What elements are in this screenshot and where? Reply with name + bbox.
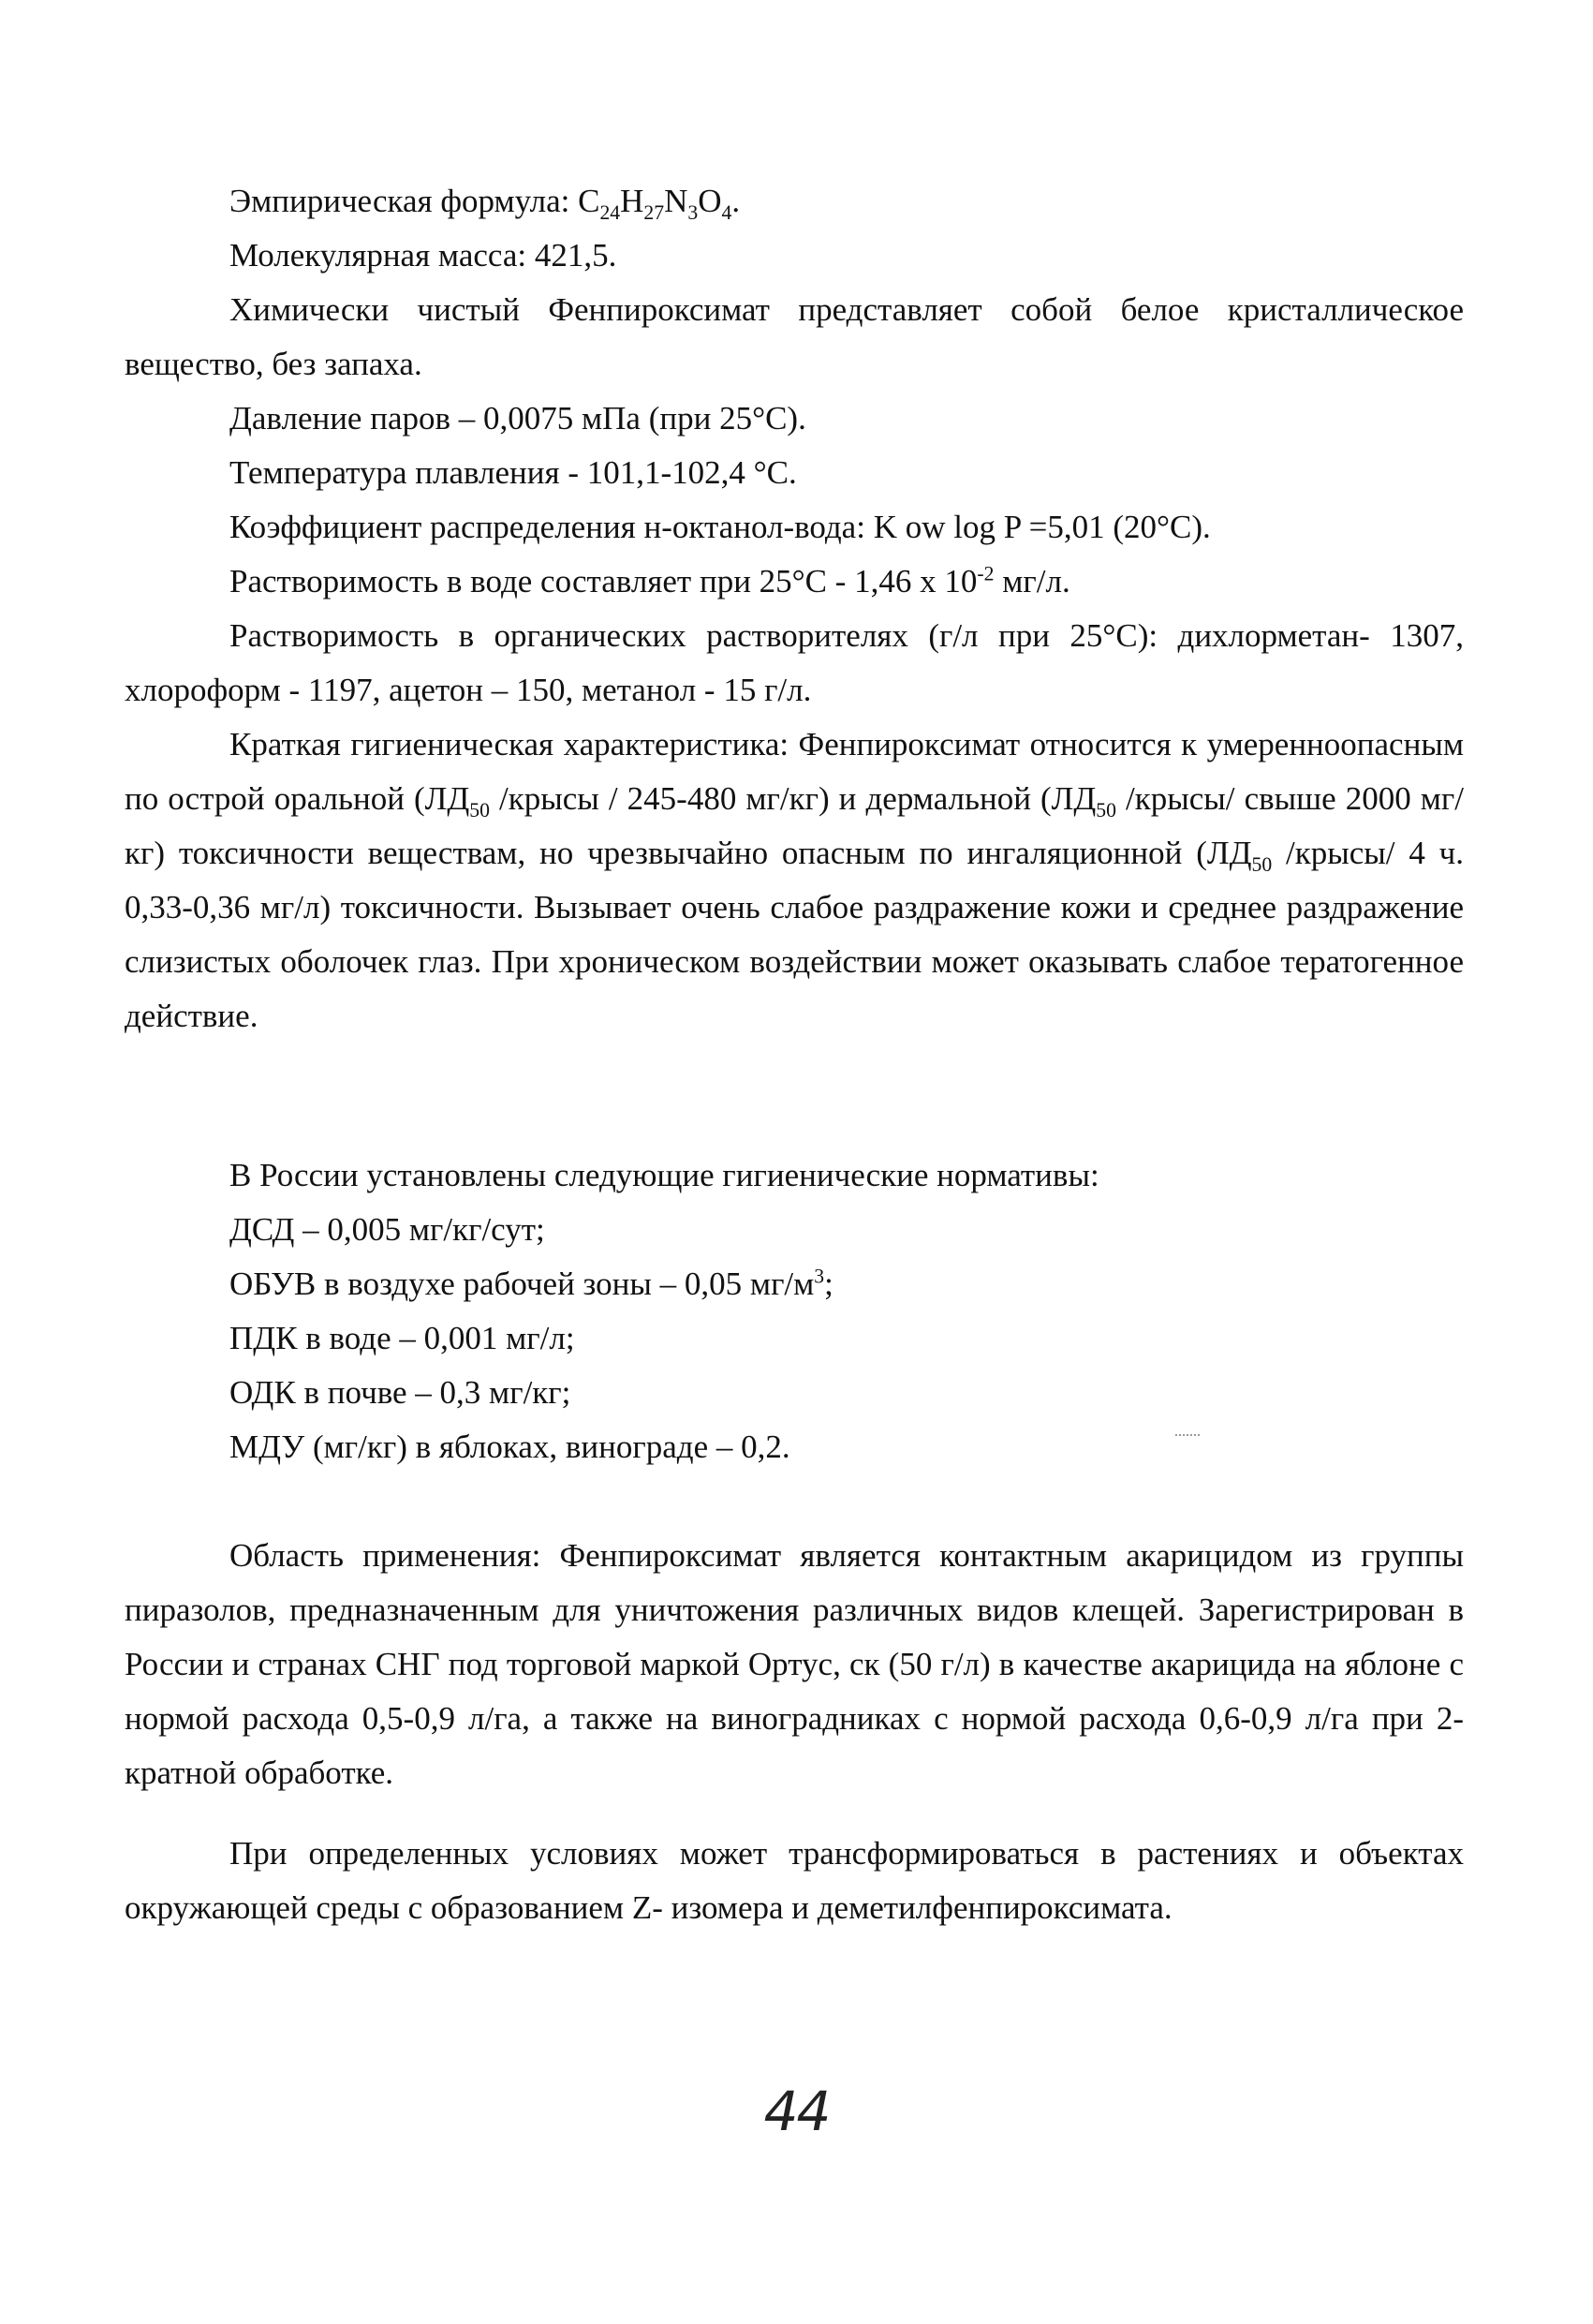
ld50-sub-2: 50: [1096, 799, 1116, 822]
formula-sub-o: 4: [721, 201, 732, 224]
transformation-paragraph: При определенных условиях может трансформироваться в растениях и объектах окружающей среды с образованием Z- изомера и деметилфенпироксимата.: [125, 1835, 1464, 1926]
norms-intro: В России установлены следующие гигиенические нормативы:: [229, 1157, 1099, 1193]
formula-prefix: Эмпирическая формула: C: [229, 183, 600, 219]
formula-h: H: [620, 183, 644, 219]
norm-pdk: ПДК в воде – 0,001 мг/л;: [229, 1320, 575, 1356]
application-paragraph: Область применения: Фенпироксимат является контактным акарицидом из группы пиразолов, предназначенным для уничтожения различных видов клещей. Зарегистрирован в России и странах СНГ под торговой маркой Ортус, ск (50 г/л) в качестве акарицида на яблоне с нормой расхода 0,5-0,9 л/га, а также на виноградниках с нормой расхода 0,6-0,9 л/га при 2- кратной обработке.: [125, 1537, 1464, 1791]
hygiene-text-1: Краткая гигиеническая характеристика: Фенпироксимат относится к умеренноопасным по острой оральной (ЛД: [125, 726, 1464, 817]
norm-odk: ОДК в почве – 0,3 мг/кг;: [229, 1374, 571, 1411]
ld50-sub-1: 50: [469, 799, 490, 822]
application-section: [125, 1529, 1464, 1800]
page-number: 44: [763, 2080, 830, 2143]
obuv-end: ;: [824, 1266, 833, 1302]
obuv-exponent: 3: [814, 1265, 825, 1288]
obuv-value: ОБУВ в воздухе рабочей зоны – 0,05 мг/м: [229, 1266, 815, 1302]
formula-sub-c: 24: [599, 201, 621, 224]
water-solubility-value: Растворимость в воде составляет при 25°С - 1,46 x 10: [229, 563, 978, 600]
norms-section: [125, 1148, 1464, 1474]
properties-section: [125, 174, 1464, 1044]
norm-obuv: [125, 1257, 1464, 1311]
substance-description: Химически чистый Фенпироксимат представляет собой белое кристаллическое вещество, без запаха.: [125, 291, 1464, 382]
transformation-section: [125, 1827, 1464, 1935]
hygiene-text-3: /крысы/ свыше 2000 мг/кг) токсичности веществам, но чрезвычайно опасным по ингаляционной (ЛД: [125, 780, 1465, 871]
hygiene-text-4: /крысы/ 4 ч. 0,33-0,36 мг/л) токсичности. Вызывает очень слабое раздражение кожи и среднее раздражение слизистых оболочек глаз. При хроническом воздействии может оказывать слабое тератогенное действие.: [125, 835, 1464, 1034]
formula-n: N: [664, 183, 688, 219]
organic-solubility: Растворимость в органических растворителях (г/л при 25°С): дихлорметан- 1307, хлороформ - 1197, ацетон – 150, метанол - 15 г/л.: [125, 617, 1464, 708]
formula-sub-h: 27: [643, 201, 665, 224]
hygiene-text-2: /крысы / 245-480 мг/кг) и дермальной (ЛД: [489, 780, 1097, 817]
norm-dsd: ДСД – 0,005 мг/кг/сут;: [229, 1211, 545, 1248]
water-solubility: [125, 555, 1464, 609]
partition-coefficient: Коэффициент распределения н-октанол-вода: K ow log P =5,01 (20°С).: [229, 509, 1211, 545]
scan-speck: [1175, 1434, 1200, 1440]
molecular-mass: Молекулярная масса: 421,5.: [229, 237, 617, 274]
melting-point: Температура плавления - 101,1-102,4 °С.: [229, 454, 797, 491]
water-solubility-unit: мг/л.: [994, 563, 1070, 600]
ld50-sub-3: 50: [1251, 853, 1273, 876]
formula-sub-n: 3: [687, 201, 699, 224]
water-solubility-exponent: -2: [977, 562, 995, 585]
empirical-formula: [125, 174, 1464, 229]
formula-o: O: [698, 183, 722, 219]
norm-mdu: МДУ (мг/кг) в яблоках, винограде – 0,2.: [229, 1428, 790, 1465]
formula-end: .: [731, 183, 741, 219]
vapor-pressure: Давление паров – 0,0075 мПа (при 25°С).: [229, 400, 806, 437]
hygiene-characteristic: [125, 718, 1464, 1044]
